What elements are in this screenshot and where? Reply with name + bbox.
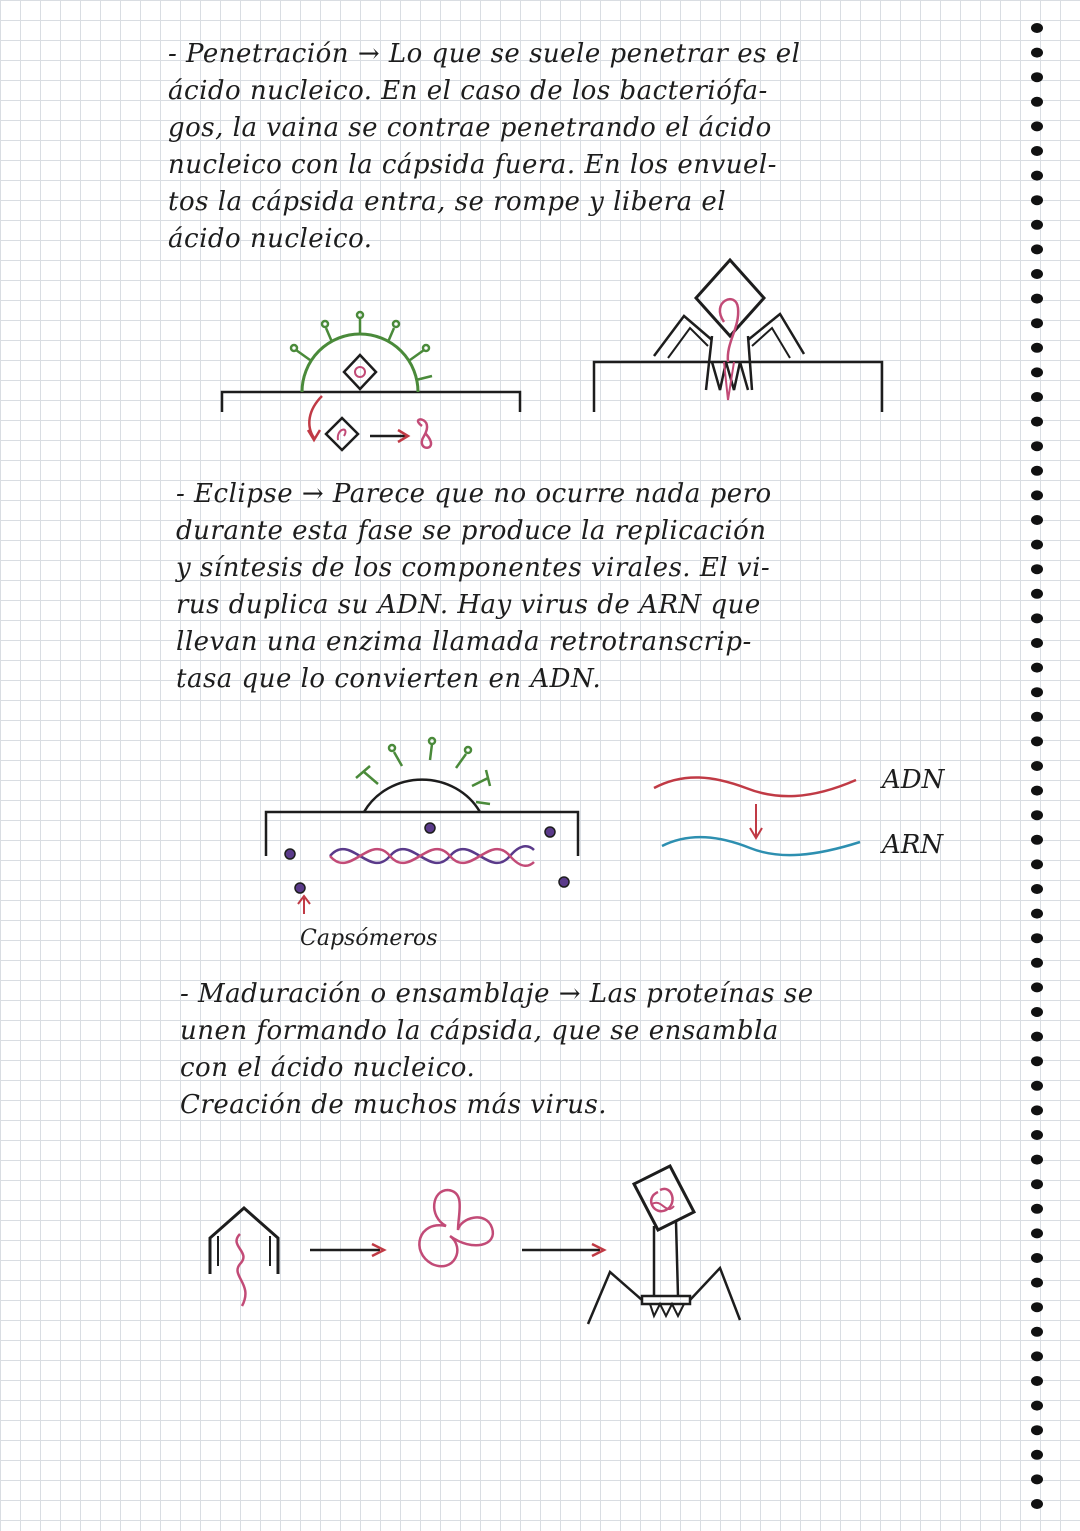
penetracion-paragraph: - Penetración → Lo que se suele penetrar es el ácido nucleico. En el caso de los bacteriófa- gos, la vaina se contrae penetrando el ácido nucleico con la cápsida fuera. En los envuel- tos la cápsida entra, se rompe y libera el ácido nucleico. [168,39,801,254]
capsomeros-label: Capsómeros [300,926,438,951]
adn-label: ADN [882,765,945,795]
eclipse-paragraph: - Eclipse → Parece que no ocurre nada pero durante esta fase se produce la replicación y síntesis de los componentes virales. El vi- rus duplica su ADN. Hay virus de ARN que llevan una enzima llamada retrotranscrip- tasa que lo convierten en ADN. [176,479,772,694]
arn-label: ARN [882,830,944,860]
eclipse-replication-drawing [260,736,590,906]
maduracion-assembly-drawing [196,1156,756,1336]
bacteriophage-penetration-drawing [588,250,888,420]
rna-to-dna-drawing [650,766,870,876]
maduracion-paragraph: - Maduración o ensamblaje → Las proteínas se unen formando la cápsida, que se ensambla con el ácido nucleico. Creación de muchos más virus. [180,979,814,1120]
notebook-spiral-holes [1026,0,1048,1527]
enveloped-virus-penetration-drawing [210,310,540,470]
